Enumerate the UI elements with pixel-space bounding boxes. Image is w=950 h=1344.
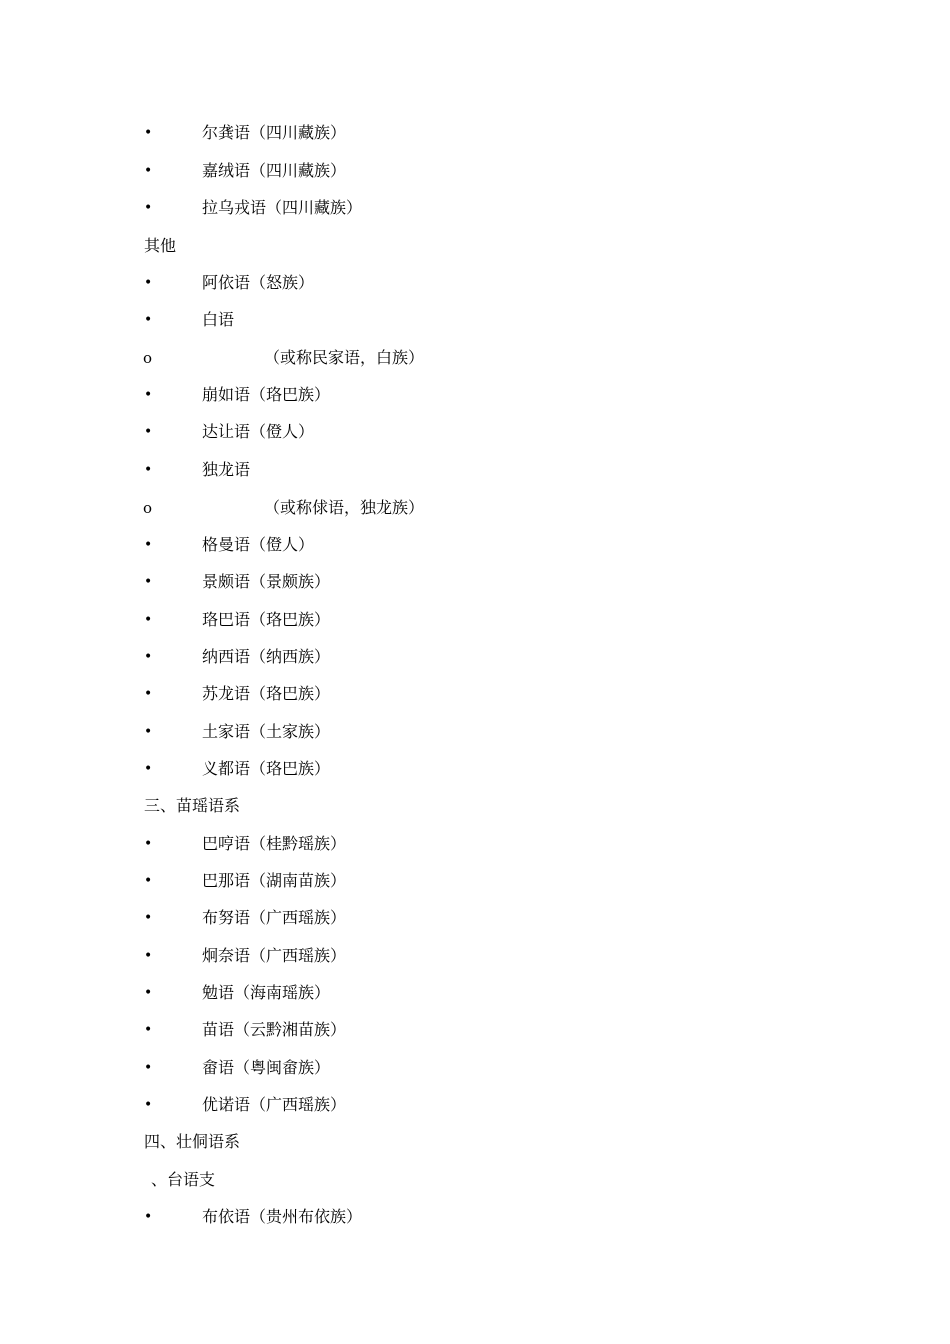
list-item-text: 达让语（僜人） [202, 422, 315, 441]
bullet-marker: • [144, 537, 153, 553]
heading-text: 四、壮侗语系 [144, 1132, 241, 1151]
list-item-text: 景颇语（景颇族） [202, 572, 331, 591]
list-item [0, 941, 950, 971]
bullet-marker: • [144, 125, 153, 141]
section-heading [0, 791, 950, 821]
list-item-text: 崩如语（珞巴族） [202, 385, 331, 404]
list-item-text: 拉乌戎语（四川藏族） [202, 198, 363, 217]
bullet-marker: • [144, 948, 153, 964]
bullet-marker: • [144, 1022, 153, 1038]
list-item [0, 417, 950, 447]
bullet-marker: • [144, 649, 153, 665]
list-item-text: 苏龙语（珞巴族） [202, 684, 331, 703]
bullet-marker: • [144, 424, 153, 440]
list-item [0, 1202, 950, 1232]
list-item-text: 畲语（粤闽畲族） [202, 1058, 331, 1077]
list-item-text: 纳西语（纳西族） [202, 647, 331, 666]
heading-text: 其他 [144, 236, 177, 255]
list-item-text: 独龙语 [202, 460, 251, 479]
bullet-marker: • [144, 612, 153, 628]
list-item-text: 布努语（广西瑶族） [202, 908, 347, 927]
sub-list-item-text: （或称民家语，白族） [264, 348, 425, 367]
list-item-text: 义都语（珞巴族） [202, 759, 331, 778]
bullet-marker: • [144, 686, 153, 702]
list-item [0, 1053, 950, 1083]
bullet-marker: • [144, 873, 153, 889]
subheading-text: 、台语支 [151, 1170, 216, 1189]
list-item [0, 268, 950, 298]
section-heading [0, 1127, 950, 1157]
bullet-marker: • [144, 200, 153, 216]
list-item [0, 903, 950, 933]
bullet-marker: • [144, 836, 153, 852]
list-item-text: 勉语（海南瑶族） [202, 983, 331, 1002]
bullet-marker: • [144, 1097, 153, 1113]
sub-bullet-marker: o [143, 349, 153, 367]
subsection-heading [0, 1165, 950, 1195]
sub-list-item-text: （或称俅语，独龙族） [264, 498, 425, 517]
list-item [0, 717, 950, 747]
section-heading [0, 231, 950, 261]
bullet-marker: • [144, 1060, 153, 1076]
list-item-text: 格曼语（僜人） [202, 535, 315, 554]
bullet-marker: • [144, 910, 153, 926]
list-item [0, 754, 950, 784]
list-item-text: 巴那语（湖南苗族） [202, 871, 347, 890]
list-item [0, 156, 950, 186]
list-item [0, 642, 950, 672]
list-item-text: 苗语（云黔湘苗族） [202, 1020, 347, 1039]
list-item-text: 炯奈语（广西瑶族） [202, 946, 347, 965]
list-item [0, 1015, 950, 1045]
list-item [0, 530, 950, 560]
list-item [0, 567, 950, 597]
list-item-text: 布依语（贵州布依族） [202, 1207, 363, 1226]
list-item [0, 605, 950, 635]
bullet-marker: • [144, 761, 153, 777]
list-item-text: 尔龚语（四川藏族） [202, 123, 347, 142]
bullet-marker: • [144, 574, 153, 590]
list-item [0, 305, 950, 335]
list-item [0, 118, 950, 148]
list-item-text: 嘉绒语（四川藏族） [202, 161, 347, 180]
bullet-marker: • [144, 387, 153, 403]
list-item-text: 优诺语（广西瑶族） [202, 1095, 347, 1114]
list-item-text: 白语 [202, 310, 235, 329]
bullet-marker: • [144, 1209, 153, 1225]
bullet-marker: • [144, 275, 153, 291]
list-item [0, 455, 950, 485]
list-item [0, 679, 950, 709]
sub-bullet-marker: o [143, 499, 153, 517]
bullet-marker: • [144, 985, 153, 1001]
list-item [0, 1090, 950, 1120]
list-item-text: 珞巴语（珞巴族） [202, 610, 331, 629]
list-item [0, 978, 950, 1008]
sub-list-item [0, 343, 950, 373]
bullet-marker: • [144, 163, 153, 179]
list-item [0, 866, 950, 896]
list-item-text: 土家语（土家族） [202, 722, 331, 741]
list-item [0, 829, 950, 859]
bullet-marker: • [144, 462, 153, 478]
list-item [0, 380, 950, 410]
list-item-text: 阿依语（怒族） [202, 273, 315, 292]
sub-list-item [0, 493, 950, 523]
list-item-text: 巴哼语（桂黔瑶族） [202, 834, 347, 853]
bullet-marker: • [144, 312, 153, 328]
bullet-marker: • [144, 724, 153, 740]
heading-text: 三、苗瑶语系 [144, 796, 241, 815]
list-item [0, 193, 950, 223]
